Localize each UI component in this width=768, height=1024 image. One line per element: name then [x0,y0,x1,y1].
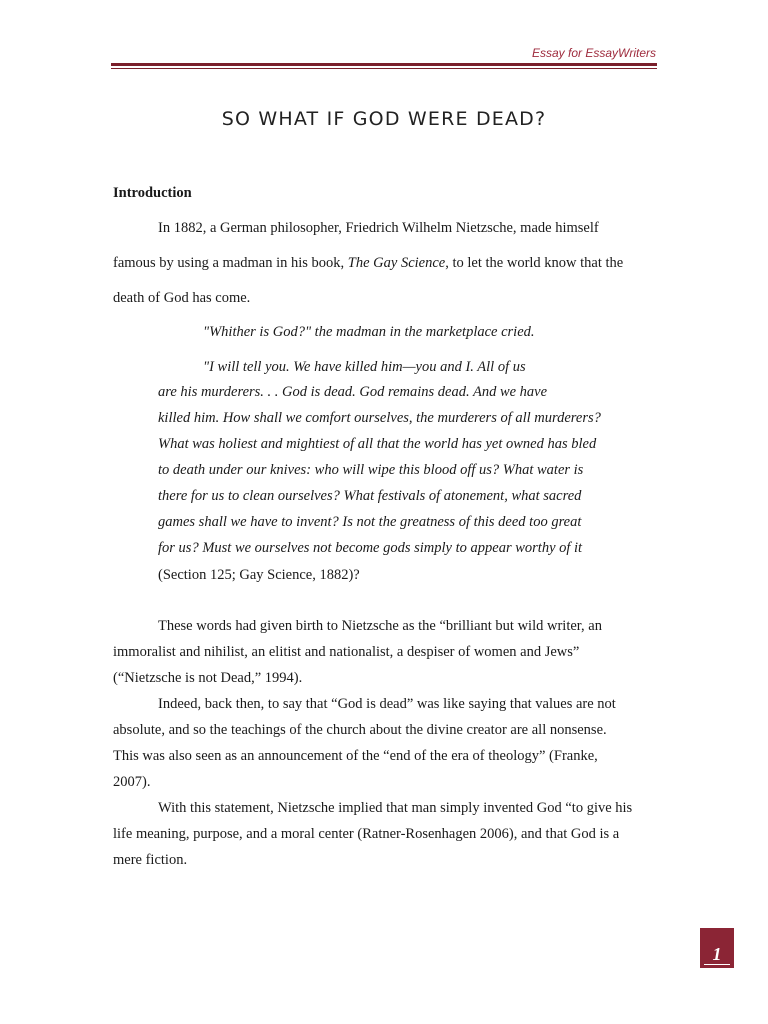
book-title: The Gay Science [347,255,446,271]
section-heading: Introduction [113,185,192,201]
paragraph-line: With this statement, Nietzsche implied that man simply invented God “to give his [158,800,633,816]
quote-line: "I will tell you. We have killed him—you and I. All of us [203,359,526,375]
quote-line: killed him. How shall we comfort ourselves, the murderers of all murderers? [158,410,601,426]
header-rule [111,63,657,66]
paragraph-line: life meaning, purpose, and a moral center (Ratner-Rosenhagen 2006), and that God is a [113,826,620,842]
quote-line: for us? Must we ourselves not become gods simply to appear worthy of it [158,540,583,556]
paragraph-line: (“Nietzsche is not Dead,” 1994). [113,670,303,686]
paragraph-line: mere fiction. [113,852,188,868]
quote-line: games shall we have to invent? Is not the greatness of this deed too great [158,514,582,530]
paragraph-line: 2007). [113,774,151,790]
page-number: 1 [712,944,722,964]
paragraph-line: Indeed, back then, to say that “God is dead” was like saying that values are not [158,696,616,712]
quote-line: "Whither is God?" the madman in the marketplace cried. [203,324,535,340]
paragraph-line: death of God has come. [113,290,251,306]
paragraph-line: This was also seen as an announcement of the “end of the era of theology” (Franke, [113,748,598,764]
quote-line: are his murderers. . . God is dead. God remains dead. And we have [158,384,548,400]
quote-citation: (Section 125; Gay Science, 1882)? [158,567,360,583]
page-number-badge [700,928,734,968]
running-header: Essay for EssayWriters [531,46,656,60]
paragraph-line: immoralist and nihilist, an elitist and nationalist, a despiser of women and Jews” [113,644,580,660]
paragraph-line: In 1882, a German philosopher, Friedrich Wilhelm Nietzsche, made himself [158,220,599,236]
header-rule-thin [111,68,657,69]
paragraph-line: famous by using a madman in his book, The Gay Science, to let the world know that the [113,255,624,271]
document-title: SO WHAT IF GOD WERE DEAD? [221,108,547,130]
quote-line: there for us to clean ourselves? What festivals of atonement, what sacred [158,488,582,504]
paragraph-line: These words had given birth to Nietzsche as the “brilliant but wild writer, an [158,618,602,634]
quote-line: What was holiest and mightiest of all that the world has yet owned has bled [158,436,597,452]
quote-line: to death under our knives: who will wipe this blood off us? What water is [158,462,584,478]
paragraph-line: absolute, and so the teachings of the church about the divine creator are all nonsense. [113,722,607,738]
page-number-underline [704,964,730,965]
